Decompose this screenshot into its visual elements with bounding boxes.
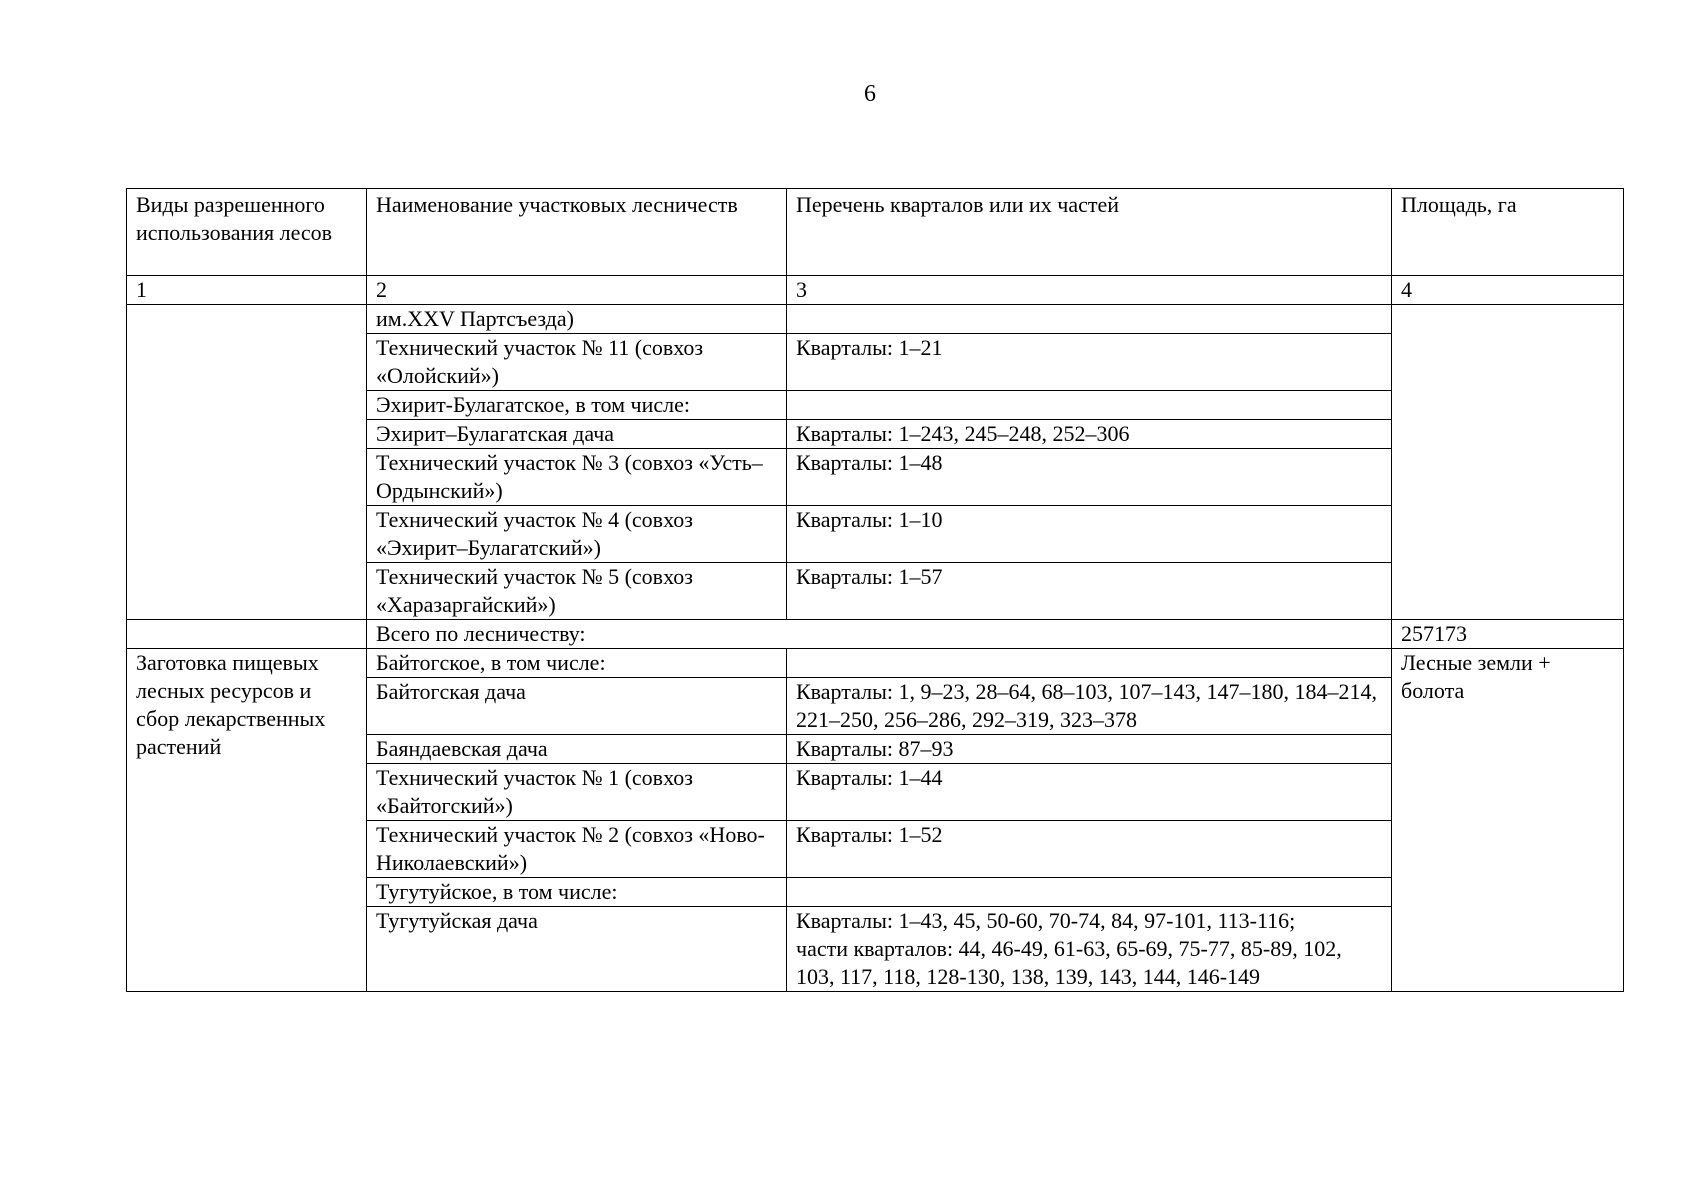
- forestry-name-cell: Технический участок № 5 (совхоз «Харазаргайский»): [367, 563, 787, 620]
- quarters-cell: [787, 305, 1392, 334]
- forestry-name-cell: им.XXV Партсъезда): [367, 305, 787, 334]
- forestry-name-cell: Тугутуйская дача: [367, 907, 787, 992]
- quarters-cell: [787, 649, 1392, 678]
- quarters-text: Кварталы: 1–43, 45, 50-60, 70-74, 84, 97-101, 113-116;: [796, 908, 1296, 933]
- quarters-cell: [787, 907, 1392, 992]
- header-quarters-list: Перечень кварталов или их частей: [787, 189, 1392, 276]
- column-number: 3: [787, 276, 1392, 305]
- quarters-cell: [787, 391, 1392, 420]
- use-type-cell-empty: [127, 305, 367, 620]
- forestry-name-cell: Байтогская дача: [367, 678, 787, 735]
- quarters-cell: Кварталы: 1–57: [787, 563, 1392, 620]
- column-number: 1: [127, 276, 367, 305]
- forestry-name-cell: Баяндаевская дача: [367, 735, 787, 764]
- column-number: 4: [1392, 276, 1624, 305]
- quarters-cell: Кварталы: 1–21: [787, 334, 1392, 391]
- area-cell-empty: [1392, 305, 1624, 620]
- table-row: [127, 305, 1624, 334]
- column-numbers-row: [127, 276, 1624, 305]
- header-area: Площадь, га: [1392, 189, 1624, 276]
- header-forestry-name: Наименование участковых лесничеств: [367, 189, 787, 276]
- forestry-name-cell: Эхирит–Булагатская дача: [367, 420, 787, 449]
- header-use-type: Виды разрешенного использования лесов: [127, 189, 367, 276]
- forestry-name-cell: Технический участок № 3 (совхоз «Усть–Ордынский»): [367, 449, 787, 506]
- forestry-name-cell: Технический участок № 2 (совхоз «Ново-Николаевский»): [367, 821, 787, 878]
- table-row: [127, 649, 1624, 678]
- column-number: 2: [367, 276, 787, 305]
- quarters-cell: Кварталы: 87–93: [787, 735, 1392, 764]
- use-type-cell-empty: [127, 620, 367, 649]
- page-number: 6: [864, 81, 876, 107]
- forestry-name-cell: Эхирит-Булагатское, в том числе:: [367, 391, 787, 420]
- quarters-cell: Кварталы: 1–52: [787, 821, 1392, 878]
- total-row: [127, 620, 1624, 649]
- table-header-row: [127, 189, 1624, 276]
- use-type-cell: Заготовка пищевых лесных ресурсов и сбор лекарственных растений: [127, 649, 367, 992]
- forestry-name-cell: Тугутуйское, в том числе:: [367, 878, 787, 907]
- quarters-cell: Кварталы: 1–243, 245–248, 252–306: [787, 420, 1392, 449]
- forestry-name-cell: Технический участок № 4 (совхоз «Эхирит–Булагатский»): [367, 506, 787, 563]
- forestry-name-cell: Байтогское, в том числе:: [367, 649, 787, 678]
- total-label: Всего по лесничеству:: [367, 620, 1392, 649]
- forestry-table: [126, 188, 1624, 992]
- total-value: 257173: [1392, 620, 1624, 649]
- quarter-parts-text: части кварталов: 44, 46-49, 61-63, 65-69, 75-77, 85-89, 102, 103, 117, 118, 128-130, 138, 139, 143, 144, 146-149: [796, 936, 1342, 989]
- quarters-cell: Кварталы: 1–10: [787, 506, 1392, 563]
- quarters-cell: [787, 878, 1392, 907]
- quarters-cell: Кварталы: 1–44: [787, 764, 1392, 821]
- forestry-name-cell: Технический участок № 1 (совхоз «Байтогский»): [367, 764, 787, 821]
- forestry-name-cell: Технический участок № 11 (совхоз «Олойский»): [367, 334, 787, 391]
- quarters-cell: Кварталы: 1–48: [787, 449, 1392, 506]
- quarters-cell: Кварталы: 1, 9–23, 28–64, 68–103, 107–143, 147–180, 184–214, 221–250, 256–286, 292–319, 323–378: [787, 678, 1392, 735]
- area-cell: Лесные земли + болота: [1392, 649, 1624, 992]
